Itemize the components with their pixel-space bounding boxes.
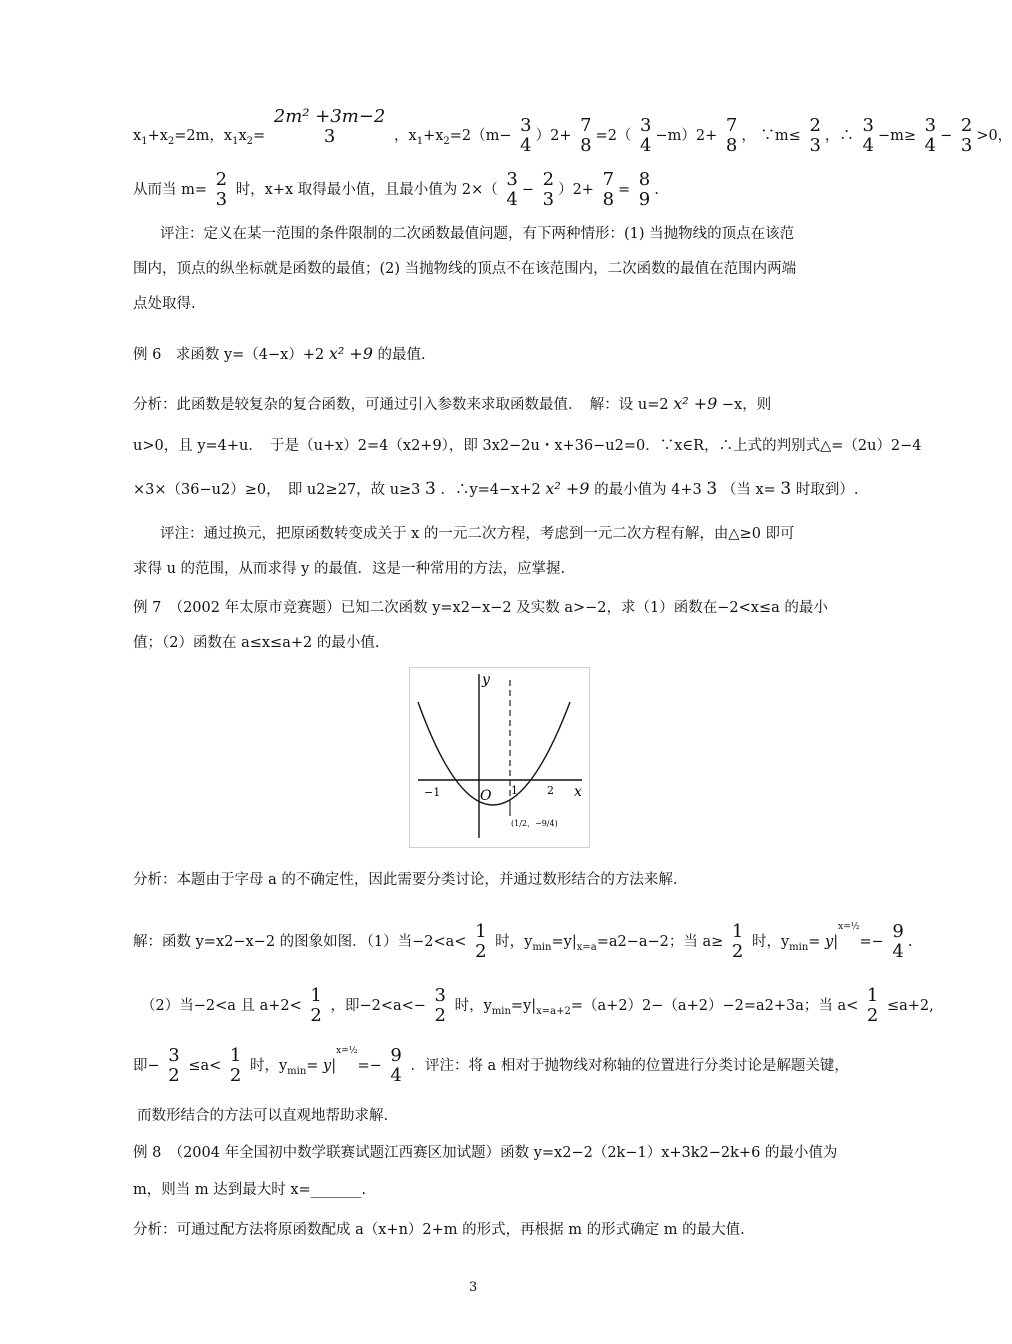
numerator: 1	[866, 985, 879, 1006]
denominator: 4	[892, 941, 904, 962]
tick-label-1: 1	[511, 784, 518, 797]
numerator: 2	[960, 115, 973, 136]
solution-7-line-3	[133, 1046, 849, 1086]
subscript: min	[532, 941, 552, 953]
denominator: 3	[542, 189, 555, 210]
fraction	[541, 170, 556, 210]
subscript: min	[287, 1065, 307, 1077]
t: ≤a<	[188, 1058, 222, 1074]
analysis-6-line-2: u>0，且 y=4+u． 于是（u+x）2=4（x2+9），即 3x2−2u・x+36−u2=0．∵x∈R，∴上式的判别式△=（2u）2−4	[133, 438, 922, 454]
fraction	[861, 116, 876, 156]
numerator: 2	[215, 169, 228, 190]
t: =2m，x	[174, 128, 233, 144]
numerator: 9	[892, 921, 904, 942]
t: =	[253, 128, 266, 144]
radicand: 3	[425, 479, 436, 499]
sqrt-argument: x² +9	[328, 344, 373, 363]
t: （当 x=	[721, 482, 776, 498]
t: 时，y	[249, 1058, 288, 1074]
solution-7-line-4: 而数形结合的方法可以直观地帮助求解.	[137, 1108, 389, 1124]
numerator: 1	[310, 985, 322, 1006]
t: 时取到）.	[795, 482, 859, 498]
t: =2（	[595, 128, 632, 144]
fraction	[807, 116, 822, 156]
analysis-6-line-3	[133, 479, 858, 500]
t: |	[571, 934, 577, 950]
parabola-graph	[409, 667, 590, 848]
example-8-line-2: m，则当 m 达到最大时 x=_______.	[133, 1182, 367, 1198]
line-2	[133, 170, 659, 210]
radicand: 3	[780, 479, 792, 499]
t: ．∴y=4−x+2	[440, 482, 541, 498]
numerator: 3	[168, 1045, 180, 1066]
denominator: 2	[434, 1005, 446, 1026]
numerator: 1	[229, 1045, 242, 1066]
fraction	[228, 1046, 243, 1086]
t: .	[907, 934, 913, 950]
denominator: 8	[725, 135, 738, 156]
t: （2）当−2<a 且 a+2<	[141, 998, 302, 1014]
numerator: 2m² +3m−2	[273, 106, 386, 127]
denominator: 4	[520, 135, 532, 156]
comment-1-line-1: 评注：定义在某一范围的条件限制的二次函数最值问题，有下两种情形：(1) 当抛物线的顶点在该范	[160, 226, 795, 242]
t: 时，x+x 取得最小值，且最小值为 2×（	[235, 182, 498, 198]
numerator: 3	[862, 115, 874, 136]
t: ）2+	[558, 182, 594, 198]
fraction	[865, 986, 880, 1026]
fraction	[388, 1046, 403, 1086]
y-label: y	[482, 672, 490, 688]
subscript: x=½	[336, 1046, 358, 1056]
t: −	[940, 128, 953, 144]
comment-1-line-3: 点处取得.	[133, 296, 196, 312]
t: ）2+	[535, 128, 572, 144]
parabola-svg	[410, 668, 589, 847]
t: x	[238, 128, 247, 144]
t: .	[654, 182, 659, 198]
denominator: 3	[215, 189, 228, 210]
t: 即−	[133, 1058, 160, 1074]
t: 的最小值为 4+3	[594, 482, 702, 498]
t: 分析：此函数是较复杂的复合函数，可通过引入参数来求取函数最值． 解：设 u=2	[133, 397, 669, 413]
tick-label-neg1: −1	[424, 786, 441, 799]
fraction	[890, 922, 905, 962]
t: 时，y	[454, 998, 492, 1014]
numerator: 1	[731, 921, 744, 942]
t: 时，y	[495, 934, 533, 950]
numerator: 7	[725, 115, 738, 136]
fraction	[601, 170, 616, 210]
numerator: 3	[924, 115, 937, 136]
fraction	[959, 116, 974, 156]
numerator: 8	[638, 169, 651, 190]
t: 时，y	[751, 934, 790, 950]
t: 解：函数 y=x2−x−2 的图象如图．（1）当−2<a<	[133, 934, 467, 950]
numerator: 9	[390, 1045, 402, 1066]
line-1: $x_1+x_2=2m$，$x_1x_2=$ 2m² +3m−2 3 ，$x_1+x_2=2(m-$ 3 4 ）2+ 7 8 =2（ 3 4 −m）2+ 7 8 ， ∵m≤ 2 3 ，∴ 3 4 −m≥ 3 4 − 2 3 >0，	[133, 106, 1012, 156]
denominator: 2	[866, 1005, 879, 1026]
analysis-6-line-1	[133, 394, 771, 415]
analysis-8: 分析：可通过配方法将原函数配成 a（x+n）2+m 的形式，再根据 m 的形式确定 m 的最大值.	[133, 1222, 745, 1238]
radicand: 3	[706, 479, 718, 499]
denominator: 9	[638, 189, 651, 210]
vertex-label: (1/2，−9/4)	[511, 819, 558, 828]
fraction	[308, 986, 323, 1026]
t: >0，	[976, 128, 1012, 144]
fraction	[724, 116, 739, 156]
t: =−	[859, 934, 884, 950]
t: −m）2+	[655, 128, 718, 144]
subscript: x=½	[838, 922, 860, 932]
t: ．评注：将 a 相对于抛物线对称轴的位置进行分类讨论是解题关键，	[410, 1058, 849, 1074]
numerator: 3	[640, 115, 652, 136]
denominator: 2	[229, 1065, 242, 1086]
t: −m≥	[877, 128, 917, 144]
subscript: min	[491, 1005, 511, 1017]
t: −x，则	[721, 397, 772, 413]
t: =	[306, 1058, 319, 1074]
subscript: min	[789, 941, 809, 953]
t: =	[808, 934, 821, 950]
denominator: 4	[390, 1065, 402, 1086]
x-label: x	[574, 784, 582, 800]
denominator: 2	[475, 941, 487, 962]
example-6	[133, 344, 426, 365]
example-7-line-1: 例 7 （2002 年太原市竞赛题）已知二次函数 y=x2−x−2 及实数 a>−2，求（1）函数在−2<x≤a 的最小	[133, 600, 828, 616]
page-number: 3	[469, 1280, 478, 1295]
t: =a2−a−2；当 a≥	[596, 934, 724, 950]
denominator: 2	[731, 941, 744, 962]
t: ×3×（36−u2）≥0， 即 u2≥27，故 u≥3	[133, 482, 421, 498]
t: ，即−2<a<−	[330, 998, 426, 1014]
sqrt-argument: x² +9	[673, 394, 718, 413]
denominator: 8	[580, 135, 592, 156]
tick-label-2: 2	[547, 784, 554, 797]
t: 的最值.	[377, 347, 426, 363]
t: ，x	[394, 128, 417, 144]
numerator: 1	[475, 921, 487, 942]
t: 从而当 m=	[133, 182, 208, 198]
numerator: 7	[580, 115, 592, 136]
denominator: 4	[862, 135, 874, 156]
origin-label: O	[480, 788, 492, 804]
fraction	[638, 116, 653, 156]
comment-2-line-1: 评注：通过换元，把原函数转变成关于 x 的一元二次方程，考虑到一元二次方程有解，由△≥0 即可	[160, 526, 795, 542]
denominator: 3	[809, 135, 821, 156]
solution-7-line-2	[141, 986, 934, 1026]
numerator: 3	[520, 115, 532, 136]
t: =y	[551, 934, 572, 950]
t: x	[133, 128, 142, 144]
fraction	[433, 986, 448, 1026]
t: =−	[357, 1058, 382, 1074]
t: =y	[510, 998, 532, 1014]
example-7-line-2: 值；（2）函数在 a≤x≤a+2 的最小值.	[133, 635, 380, 651]
t: ， ∵m≤	[741, 128, 801, 144]
t: y|	[825, 934, 839, 950]
denominator: 8	[602, 189, 615, 210]
numerator: 7	[602, 169, 615, 190]
t: =2（m−	[449, 128, 512, 144]
fraction	[166, 1046, 181, 1086]
denominator: 4	[924, 135, 937, 156]
fraction	[730, 922, 745, 962]
denominator: 2	[168, 1065, 180, 1086]
comment-2-line-2: 求得 u 的范围，从而求得 y 的最值．这是一种常用的方法，应掌握.	[133, 561, 566, 577]
fraction	[518, 116, 533, 156]
numerator: 2	[809, 115, 821, 136]
t: ≤a+2,	[886, 998, 934, 1014]
fraction	[272, 107, 388, 147]
comment-1-line-2: 围内，顶点的纵坐标就是函数的最值；(2) 当抛物线的顶点不在该范围内，二次函数的最值在范围内两端	[133, 261, 797, 277]
t: +x	[423, 128, 444, 144]
denominator: 3	[323, 126, 336, 147]
fraction	[637, 170, 652, 210]
t: −	[521, 182, 535, 198]
sqrt-argument: x² +9	[545, 479, 590, 498]
fraction	[578, 116, 593, 156]
denominator: 4	[506, 189, 518, 210]
analysis-7: 分析：本题由于字母 a 的不确定性，因此需要分类讨论，并通过数形结合的方法来解.	[133, 872, 678, 888]
numerator: 3	[506, 169, 518, 190]
t: =（a+2）2−（a+2）−2=a2+3a；当 a<	[570, 998, 859, 1014]
t: =	[618, 182, 631, 198]
fraction	[214, 170, 229, 210]
denominator: 3	[960, 135, 973, 156]
denominator: 2	[310, 1005, 322, 1026]
example-8-line-1: 例 8 （2004 年全国初中数学联赛试题江西赛区加试题）函数 y=x2−2（2k−1）x+3k2−2k+6 的最小值为	[133, 1145, 838, 1161]
numerator: 3	[434, 985, 446, 1006]
t: ，∴	[824, 128, 854, 144]
denominator: 4	[640, 135, 652, 156]
solution-7-line-1	[133, 922, 912, 962]
subscript: x=a	[576, 941, 597, 953]
t: |	[531, 998, 537, 1014]
fraction	[923, 116, 938, 156]
numerator: 2	[542, 169, 555, 190]
subscript: x=a+2	[536, 1005, 571, 1017]
fraction	[473, 922, 488, 962]
t: +x	[147, 128, 168, 144]
t: 例 6 求函数 y=（4−x）+2	[133, 347, 325, 363]
t: y|	[323, 1058, 337, 1074]
fraction	[504, 170, 519, 210]
